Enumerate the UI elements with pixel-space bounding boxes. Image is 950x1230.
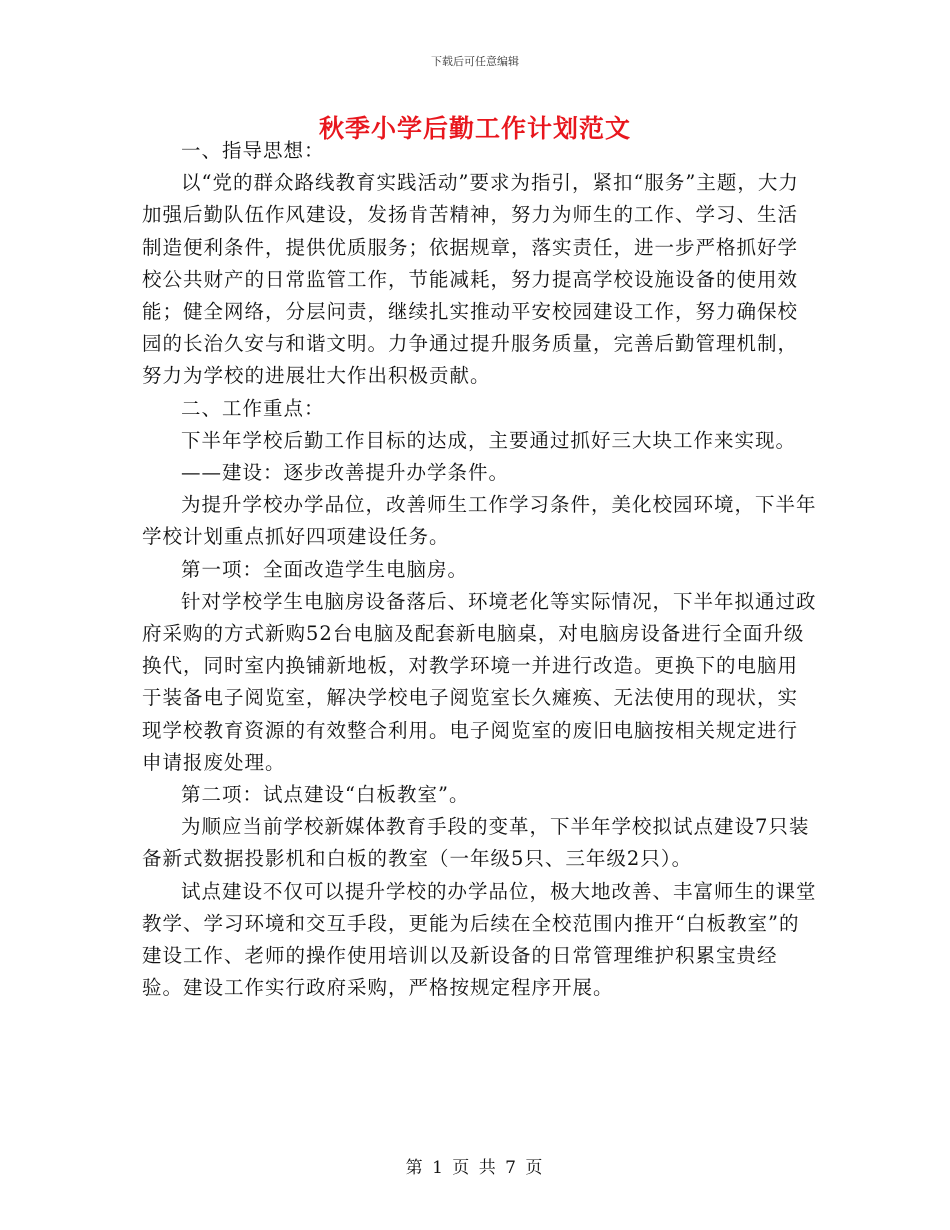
- document-title: 秋季小学后勤工作计划范文: [318, 114, 631, 143]
- paragraph-work-goal: 下半年学校后勤工作目标的达成，主要通过抓好三大块工作来实现。: [181, 428, 797, 452]
- item-heading-whiteboard-classroom: 第二项：试点建设“白板教室”。: [181, 783, 470, 807]
- section-heading-guiding-ideology: 一、指导思想：: [181, 139, 325, 162]
- subheading-construction: ——建设：逐步改善提升办学条件。: [181, 461, 510, 485]
- paragraph-computer-room: 针对学校学生电脑房设备落后、环境老化等实际情况，下半年拟通过政府采购的方式新购52台电脑及配套新电脑桌，对电脑房设备进行全面升级换代，同时室内换铺新地板，对教学环境一并进行改造。更换下的电脑用于装备电子阅览室，解决学校电子阅览室长久瘫痪、无法使用的现状，实现学校教育资源的有效整合利用。电子阅览室的废旧电脑按相关规定进行申请报废处理。: [142, 589, 817, 774]
- paragraph-whiteboard-benefits: 试点建设不仅可以提升学校的办学品位，极大地改善、丰富师生的课堂教学、学习环境和交互手段，更能为后续在全校范围内推开“白板教室”的建设工作、老师的操作使用培训以及新设备的日常管理维护积累宝贵经验。建设工作实行政府采购，严格按规定程序开展。: [142, 879, 817, 1000]
- item-heading-computer-room: 第一项：全面改造学生电脑房。: [181, 557, 469, 581]
- page-footer: 第 1 页 共 7 页: [405, 1158, 545, 1178]
- paragraph-guiding-ideology: 以“党的群众路线教育实践活动”要求为指引，紧扣“服务”主题，大力加强后勤队伍作风建设，发扬肯苦精神，努力为师生的工作、学习、生活制造便利条件，提供优质服务；依据规章，落实责任，进一步严格抓好学校公共财产的日常监管工作，节能减耗，努力提高学校设施设备的使用效能；健全网络，分层问责，继续扎实推动平安校园建设工作，努力确保校园的长治久安与和谐文明。力争通过提升服务质量，完善后勤管理机制，努力为学校的进展壮大作出积极贡献。: [142, 171, 799, 388]
- paragraph-whiteboard-plan: 为顺应当前学校新媒体教育手段的变革，下半年学校拟试点建设7只装备新式数据投影机和白板的教室（一年级5只、三年级2只）。: [142, 815, 810, 871]
- document-body: [142, 135, 818, 1004]
- section-heading-work-focus: 二、工作重点：: [181, 396, 325, 420]
- paragraph-construction-tasks: 为提升学校办学品位，改善师生工作学习条件，美化校园环境，下半年学校计划重点抓好四项建设任务。: [142, 493, 817, 549]
- header-note: 下载后可任意编辑: [431, 55, 519, 68]
